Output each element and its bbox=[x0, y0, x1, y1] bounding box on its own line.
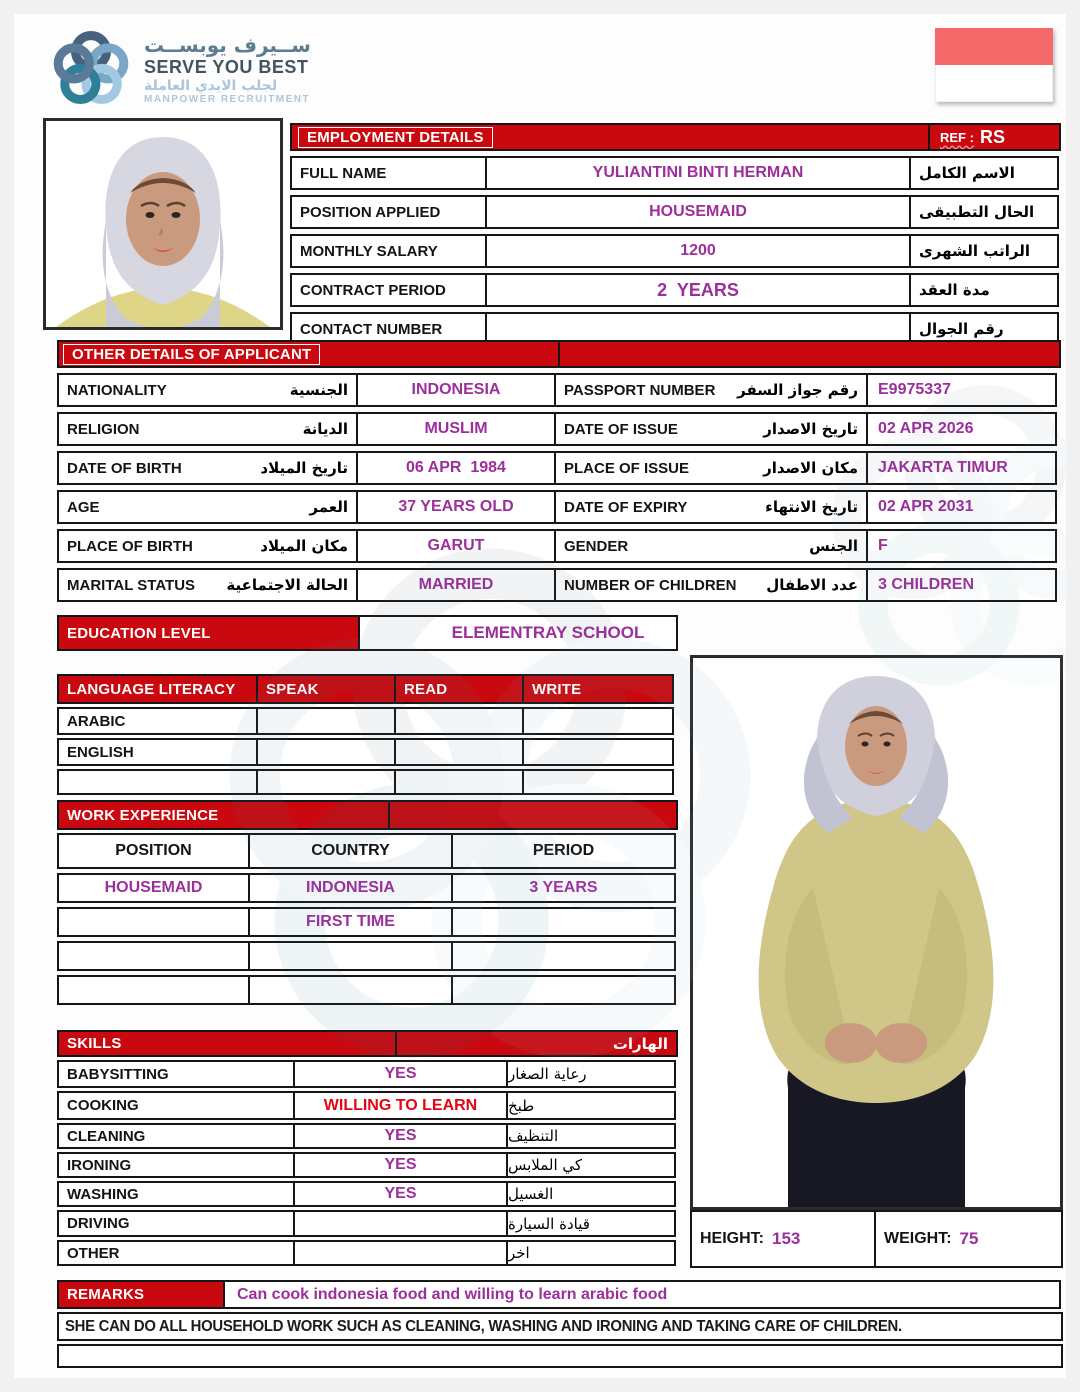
education-level-label: EDUCATION LEVEL bbox=[67, 624, 211, 642]
field-label: AGE bbox=[67, 498, 100, 516]
field-label-arabic: الديانة bbox=[302, 420, 348, 438]
field-label: FULL NAME bbox=[300, 164, 387, 182]
ref-value: RS bbox=[979, 126, 1005, 147]
field-value: MUSLIM bbox=[424, 420, 488, 437]
field-label-arabic: عدد الاطفال bbox=[766, 576, 858, 594]
agency-logo bbox=[50, 22, 370, 118]
field-label: GENDER bbox=[564, 537, 629, 555]
field-label: CONTRACT PERIOD bbox=[300, 281, 446, 299]
field-value: E9975337 bbox=[878, 381, 951, 398]
height-value: 153 bbox=[772, 1229, 801, 1248]
field-label: PLACE OF ISSUE bbox=[564, 459, 690, 477]
employment-details-title: EMPLOYMENT DETAILS bbox=[298, 127, 493, 148]
field-label: PLACE OF BIRTH bbox=[67, 537, 193, 555]
agency-arabic-subtitle: لجلب الايدي العاملة bbox=[144, 78, 278, 95]
field-value: HOUSEMAID bbox=[649, 203, 747, 220]
speak-header: SPEAK bbox=[266, 680, 319, 698]
language-name: ENGLISH bbox=[67, 743, 134, 761]
skill-label: DRIVING bbox=[67, 1215, 130, 1232]
language-literacy-table bbox=[57, 674, 680, 795]
remarks-section bbox=[57, 1280, 1063, 1368]
position-value: HOUSEMAID bbox=[104, 879, 203, 896]
remarks-line2: SHE CAN DO ALL HOUSEHOLD WORK SUCH AS CLEANING, WASHING AND IRONING AND TAKING CARE OF CHILDREN. bbox=[65, 1317, 902, 1335]
field-value: GARUT bbox=[427, 537, 485, 554]
skill-arabic: قيادة السيارة bbox=[508, 1214, 590, 1233]
field-label-arabic: الجنس bbox=[809, 537, 858, 555]
field-label-arabic: الراتب الشهرى bbox=[919, 242, 1030, 260]
field-value: 37 YEARS OLD bbox=[398, 498, 514, 515]
ref-label: REF : bbox=[940, 129, 974, 145]
field-label-arabic: الحال التطبيقى bbox=[919, 203, 1035, 221]
field-value: YULIANTINI BINTI HERMAN bbox=[592, 164, 804, 181]
position-header: POSITION bbox=[115, 842, 192, 859]
applicant-portrait-photo bbox=[43, 118, 283, 330]
field-label-arabic: تاريخ الاصدار bbox=[763, 420, 858, 438]
skill-value: WILLING TO LEARN bbox=[323, 1096, 478, 1114]
skill-label: CLEANING bbox=[67, 1127, 146, 1145]
field-label-arabic: مدة العقد bbox=[919, 281, 990, 299]
field-value: 3 CHILDREN bbox=[878, 576, 975, 593]
field-label: MONTHLY SALARY bbox=[300, 242, 438, 260]
skill-label: COOKING bbox=[67, 1097, 139, 1114]
skills-title-arabic: الهارات bbox=[612, 1034, 668, 1053]
skill-arabic: طبخ bbox=[508, 1096, 535, 1115]
field-value: MARRIED bbox=[418, 576, 494, 593]
field-label: NATIONALITY bbox=[67, 381, 167, 399]
agency-logo-mark bbox=[50, 29, 132, 111]
skill-arabic: رعاية الصغار bbox=[508, 1065, 587, 1083]
physical-measurements-row bbox=[690, 1210, 1063, 1268]
skill-label: WASHING bbox=[67, 1185, 139, 1203]
field-value: F bbox=[878, 537, 888, 554]
field-label-arabic: الاسم الكامل bbox=[919, 164, 1015, 182]
employment-details-header bbox=[290, 123, 930, 151]
skill-value: YES bbox=[384, 1185, 417, 1202]
field-value: 2 YEARS bbox=[657, 279, 739, 300]
indonesia-flag bbox=[935, 28, 1053, 102]
ref-cell bbox=[928, 123, 1061, 151]
field-value: 02 APR 2026 bbox=[878, 420, 974, 437]
other-details-title: OTHER DETAILS OF APPLICANT bbox=[63, 344, 320, 365]
field-label: POSITION APPLIED bbox=[300, 203, 441, 221]
field-value: 06 APR 1984 bbox=[406, 459, 506, 476]
field-label-arabic: الجنسية bbox=[289, 381, 348, 399]
field-label-arabic: رقم جواز السفر bbox=[737, 381, 858, 399]
field-label-arabic: تاريخ الميلاد bbox=[260, 459, 348, 477]
field-label-arabic: رقم الجوال bbox=[919, 320, 1004, 338]
write-header: WRITE bbox=[532, 680, 582, 698]
field-label: RELIGION bbox=[67, 420, 140, 438]
agency-subtitle: MANPOWER RECRUITMENT bbox=[144, 94, 311, 106]
agency-arabic-title: ســيرف يوبســت bbox=[144, 33, 311, 58]
field-label: NUMBER OF CHILDREN bbox=[564, 576, 737, 594]
education-level-row bbox=[57, 615, 680, 651]
skill-value: YES bbox=[384, 1156, 417, 1173]
country-value: INDONESIA bbox=[306, 879, 395, 896]
skills-title: SKILLS bbox=[67, 1035, 122, 1052]
weight-value: 75 bbox=[959, 1229, 979, 1248]
country-value: FIRST TIME bbox=[306, 913, 395, 930]
field-label-arabic: مكان الاصدار bbox=[763, 459, 858, 477]
other-details-header bbox=[57, 340, 560, 368]
field-label-arabic: العمر bbox=[309, 498, 348, 516]
country-header: COUNTRY bbox=[311, 842, 390, 859]
skill-arabic: الغسيل bbox=[508, 1185, 554, 1203]
education-level-value: ELEMENTRAY SCHOOL bbox=[451, 623, 645, 642]
work-experience-table bbox=[57, 800, 680, 1005]
skill-value: YES bbox=[384, 1065, 417, 1082]
skill-label: IRONING bbox=[67, 1156, 132, 1174]
skill-arabic: التنظيف bbox=[508, 1127, 559, 1145]
field-value: 02 APR 2031 bbox=[878, 498, 974, 515]
weight-label: WEIGHT: bbox=[884, 1230, 952, 1247]
field-label-arabic: الحالة الاجتماعية bbox=[226, 576, 348, 594]
field-value: JAKARTA TIMUR bbox=[878, 459, 1008, 476]
field-label: MARITAL STATUS bbox=[67, 576, 196, 594]
other-details-table bbox=[57, 340, 1063, 602]
skill-label: BABYSITTING bbox=[67, 1065, 169, 1083]
field-label-arabic: تاريخ الانتهاء bbox=[765, 498, 858, 516]
applicant-fullbody-photo bbox=[690, 655, 1063, 1210]
read-header: READ bbox=[404, 680, 448, 698]
language-name: ARABIC bbox=[67, 712, 126, 730]
field-label: DATE OF EXPIRY bbox=[564, 498, 688, 516]
employment-details-table bbox=[290, 123, 1063, 346]
field-label: DATE OF BIRTH bbox=[67, 459, 182, 477]
period-header: PERIOD bbox=[532, 842, 595, 859]
field-label: PASSPORT NUMBER bbox=[564, 381, 716, 399]
period-value: 3 YEARS bbox=[529, 879, 598, 896]
other-details-header-spacer bbox=[558, 340, 1061, 368]
field-value: 1200 bbox=[680, 242, 716, 259]
agency-name: SERVE YOU BEST bbox=[144, 57, 309, 78]
language-literacy-header: LANGUAGE LITERACY bbox=[67, 680, 236, 698]
skill-label: OTHER bbox=[67, 1244, 120, 1262]
remarks-empty-row bbox=[57, 1344, 1063, 1368]
skill-arabic: كي الملابس bbox=[508, 1156, 583, 1174]
field-label-arabic: مكان الميلاد bbox=[260, 537, 348, 555]
remarks-line1: Can cook indonesia food and willing to learn arabic food bbox=[237, 1285, 668, 1303]
field-label: CONTACT NUMBER bbox=[300, 320, 443, 338]
skill-arabic: اخر bbox=[508, 1244, 530, 1262]
height-label: HEIGHT: bbox=[700, 1230, 764, 1247]
field-value: INDONESIA bbox=[411, 381, 501, 398]
remarks-title: REMARKS bbox=[67, 1286, 145, 1303]
skills-table bbox=[57, 1030, 680, 1266]
work-experience-title: WORK EXPERIENCE bbox=[67, 806, 219, 824]
scan-bottom-edge bbox=[0, 1383, 1080, 1392]
skill-value: YES bbox=[384, 1127, 417, 1144]
field-label: DATE OF ISSUE bbox=[564, 420, 678, 438]
